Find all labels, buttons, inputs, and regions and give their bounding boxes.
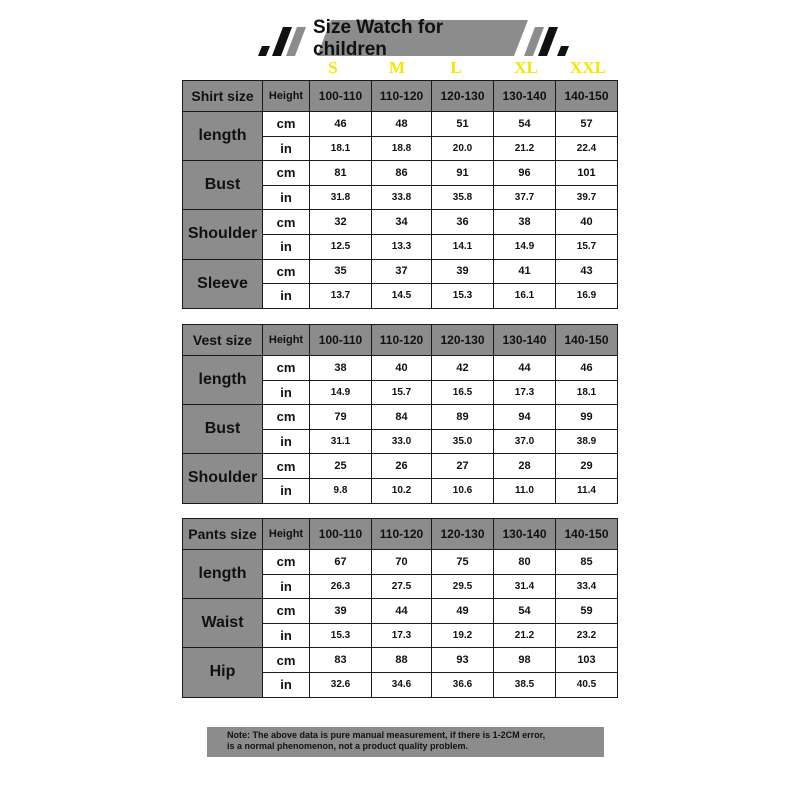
note-line-1: Note: The above data is pure manual measurement, if there is 1-2CM error, — [227, 730, 546, 740]
cell-value: 21.2 — [494, 136, 556, 161]
cell-value: 40 — [556, 210, 618, 235]
unit-cm: cm — [263, 259, 310, 284]
cell-value: 11.0 — [494, 478, 556, 503]
unit-cm: cm — [263, 454, 310, 479]
range-header: 100-110 — [310, 519, 372, 550]
cell-value: 9.8 — [310, 478, 372, 503]
table-header-row — [183, 81, 618, 112]
cell-value: 10.2 — [372, 478, 432, 503]
shirt-size-table — [182, 80, 618, 309]
measure-label: length — [183, 112, 263, 161]
cell-value: 37.0 — [494, 429, 556, 454]
range-header: 130-140 — [494, 81, 556, 112]
cell-value: 91 — [432, 161, 494, 186]
cell-value: 38.9 — [556, 429, 618, 454]
cell-value: 11.4 — [556, 478, 618, 503]
cell-value: 75 — [432, 550, 494, 575]
cell-value: 14.5 — [372, 284, 432, 309]
cell-value: 22.4 — [556, 136, 618, 161]
unit-in: in — [263, 380, 310, 405]
range-header: 120-130 — [432, 325, 494, 356]
cell-value: 39 — [310, 599, 372, 624]
cell-value: 18.1 — [556, 380, 618, 405]
cell-value: 83 — [310, 648, 372, 673]
cell-value: 86 — [372, 161, 432, 186]
table-header-row — [183, 325, 618, 356]
cell-value: 44 — [494, 356, 556, 381]
cell-value: 46 — [310, 112, 372, 137]
cell-value: 26.3 — [310, 574, 372, 599]
cell-value: 98 — [494, 648, 556, 673]
cell-value: 59 — [556, 599, 618, 624]
cell-value: 44 — [372, 599, 432, 624]
cell-value: 33.8 — [372, 185, 432, 210]
title-banner — [0, 0, 800, 64]
cell-value: 21.2 — [494, 623, 556, 648]
cell-value: 96 — [494, 161, 556, 186]
cell-value: 99 — [556, 405, 618, 430]
cell-value: 32.6 — [310, 672, 372, 697]
vest-size-table — [182, 324, 618, 504]
cell-value: 35.8 — [432, 185, 494, 210]
measure-label: length — [183, 550, 263, 599]
cell-value: 46 — [556, 356, 618, 381]
cell-value: 35 — [310, 259, 372, 284]
unit-in: in — [263, 284, 310, 309]
cell-value: 49 — [432, 599, 494, 624]
table-title: Vest size — [183, 325, 263, 356]
cell-value: 32 — [310, 210, 372, 235]
unit-in: in — [263, 623, 310, 648]
measure-label: Shoulder — [183, 210, 263, 259]
range-header: 140-150 — [556, 519, 618, 550]
cell-value: 41 — [494, 259, 556, 284]
cell-value: 35.0 — [432, 429, 494, 454]
unit-cm: cm — [263, 599, 310, 624]
cell-value: 27 — [432, 454, 494, 479]
cell-value: 36.6 — [432, 672, 494, 697]
unit-in: in — [263, 185, 310, 210]
range-header: 110-120 — [372, 519, 432, 550]
cell-value: 13.3 — [372, 234, 432, 259]
range-header: 110-120 — [372, 325, 432, 356]
cell-value: 25 — [310, 454, 372, 479]
unit-cm: cm — [263, 405, 310, 430]
cell-value: 88 — [372, 648, 432, 673]
table-row — [183, 210, 618, 235]
range-header: 130-140 — [494, 325, 556, 356]
cell-value: 26 — [372, 454, 432, 479]
range-header: 100-110 — [310, 325, 372, 356]
cell-value: 54 — [494, 599, 556, 624]
cell-value: 31.4 — [494, 574, 556, 599]
cell-value: 20.0 — [432, 136, 494, 161]
cell-value: 13.7 — [310, 284, 372, 309]
cell-value: 17.3 — [372, 623, 432, 648]
height-header: Height — [263, 81, 310, 112]
cell-value: 15.3 — [310, 623, 372, 648]
measure-label: Shoulder — [183, 454, 263, 503]
table-row — [183, 550, 618, 575]
size-labels — [0, 58, 800, 80]
table-row — [183, 405, 618, 430]
unit-cm: cm — [263, 161, 310, 186]
cell-value: 31.8 — [310, 185, 372, 210]
range-header: 120-130 — [432, 81, 494, 112]
cell-value: 67 — [310, 550, 372, 575]
range-header: 130-140 — [494, 519, 556, 550]
unit-in: in — [263, 136, 310, 161]
size-label: L — [450, 58, 462, 77]
cell-value: 37 — [372, 259, 432, 284]
cell-value: 70 — [372, 550, 432, 575]
table-title: Pants size — [183, 519, 263, 550]
cell-value: 94 — [494, 405, 556, 430]
cell-value: 37.7 — [494, 185, 556, 210]
cell-value: 19.2 — [432, 623, 494, 648]
cell-value: 40.5 — [556, 672, 618, 697]
cell-value: 14.1 — [432, 234, 494, 259]
cell-value: 79 — [310, 405, 372, 430]
cell-value: 14.9 — [310, 380, 372, 405]
cell-value: 10.6 — [432, 478, 494, 503]
cell-value: 39 — [432, 259, 494, 284]
cell-value: 16.1 — [494, 284, 556, 309]
cell-value: 38 — [310, 356, 372, 381]
unit-cm: cm — [263, 210, 310, 235]
unit-in: in — [263, 429, 310, 454]
table-header-row — [183, 519, 618, 550]
cell-value: 85 — [556, 550, 618, 575]
unit-cm: cm — [263, 112, 310, 137]
size-label: XXL — [570, 58, 606, 77]
range-header: 140-150 — [556, 81, 618, 112]
cell-value: 16.9 — [556, 284, 618, 309]
table-row — [183, 648, 618, 673]
cell-value: 23.2 — [556, 623, 618, 648]
cell-value: 29 — [556, 454, 618, 479]
unit-cm: cm — [263, 648, 310, 673]
cell-value: 15.7 — [372, 380, 432, 405]
cell-value: 28 — [494, 454, 556, 479]
note-line-2: is a normal phenomenon, not a product quality problem. — [227, 741, 469, 751]
measure-label: Bust — [183, 405, 263, 454]
cell-value: 34.6 — [372, 672, 432, 697]
unit-in: in — [263, 574, 310, 599]
cell-value: 84 — [372, 405, 432, 430]
range-header: 100-110 — [310, 81, 372, 112]
cell-value: 14.9 — [494, 234, 556, 259]
cell-value: 80 — [494, 550, 556, 575]
cell-value: 29.5 — [432, 574, 494, 599]
cell-value: 48 — [372, 112, 432, 137]
cell-value: 101 — [556, 161, 618, 186]
height-header: Height — [263, 519, 310, 550]
cell-value: 31.1 — [310, 429, 372, 454]
table-row — [183, 454, 618, 479]
cell-value: 43 — [556, 259, 618, 284]
cell-value: 40 — [372, 356, 432, 381]
cell-value: 33.0 — [372, 429, 432, 454]
cell-value: 16.5 — [432, 380, 494, 405]
cell-value: 33.4 — [556, 574, 618, 599]
cell-value: 39.7 — [556, 185, 618, 210]
size-label: XL — [514, 58, 538, 77]
range-header: 140-150 — [556, 325, 618, 356]
cell-value: 57 — [556, 112, 618, 137]
cell-value: 34 — [372, 210, 432, 235]
unit-cm: cm — [263, 550, 310, 575]
cell-value: 36 — [432, 210, 494, 235]
unit-in: in — [263, 672, 310, 697]
measure-label: Waist — [183, 599, 263, 648]
cell-value: 17.3 — [494, 380, 556, 405]
measure-label: Hip — [183, 648, 263, 697]
measure-label: Bust — [183, 161, 263, 210]
table-row — [183, 161, 618, 186]
pants-size-table — [182, 518, 618, 698]
measure-label: Sleeve — [183, 259, 263, 308]
table-row — [183, 599, 618, 624]
cell-value: 12.5 — [310, 234, 372, 259]
cell-value: 42 — [432, 356, 494, 381]
cell-value: 93 — [432, 648, 494, 673]
unit-in: in — [263, 234, 310, 259]
height-header: Height — [263, 325, 310, 356]
range-header: 120-130 — [432, 519, 494, 550]
measurement-note — [207, 727, 604, 757]
size-label: M — [388, 58, 406, 77]
cell-value: 15.3 — [432, 284, 494, 309]
cell-value: 81 — [310, 161, 372, 186]
page-title: Size Watch for children — [313, 17, 444, 60]
range-header: 110-120 — [372, 81, 432, 112]
unit-in: in — [263, 478, 310, 503]
cell-value: 38 — [494, 210, 556, 235]
cell-value: 27.5 — [372, 574, 432, 599]
table-row — [183, 259, 618, 284]
cell-value: 54 — [494, 112, 556, 137]
cell-value: 15.7 — [556, 234, 618, 259]
cell-value: 103 — [556, 648, 618, 673]
cell-value: 89 — [432, 405, 494, 430]
unit-cm: cm — [263, 356, 310, 381]
table-row — [183, 112, 618, 137]
measure-label: length — [183, 356, 263, 405]
cell-value: 38.5 — [494, 672, 556, 697]
table-row — [183, 356, 618, 381]
cell-value: 18.1 — [310, 136, 372, 161]
size-label: S — [328, 58, 338, 77]
cell-value: 51 — [432, 112, 494, 137]
table-title: Shirt size — [183, 81, 263, 112]
cell-value: 18.8 — [372, 136, 432, 161]
